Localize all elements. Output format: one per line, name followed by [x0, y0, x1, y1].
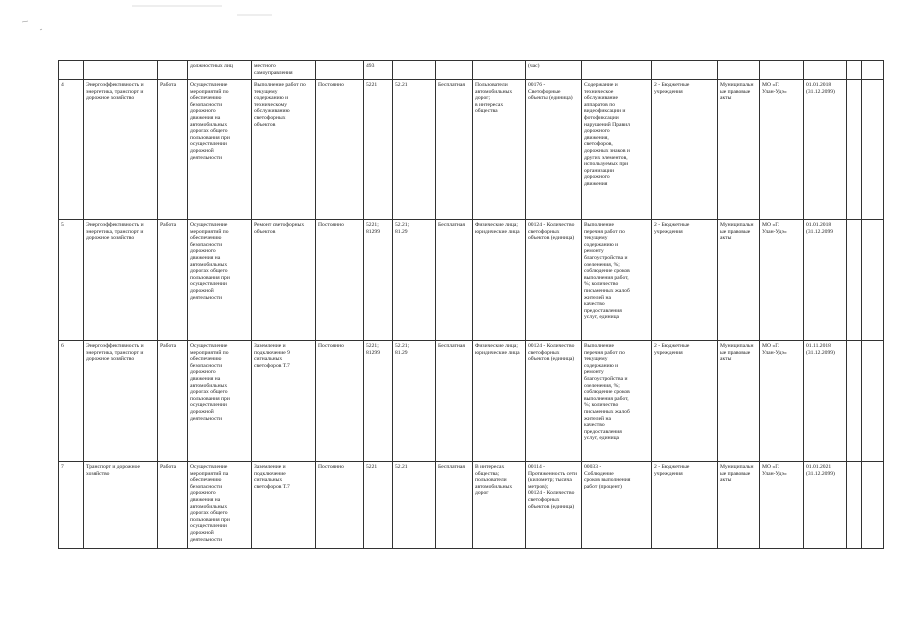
cell-blank2 [862, 341, 884, 462]
cell-activity [188, 220, 252, 341]
cell-basis [718, 220, 760, 341]
cell-indicator_quality [582, 61, 652, 80]
cell-okved1 [364, 61, 393, 80]
cell-text: Осуществление мероприятий па обеспечению безопасности дорожного движения на автомобильных дорогах общего пользования при осуществлении дорожной деятельности [190, 464, 230, 543]
cell-blank1 [847, 462, 862, 549]
cell-kind [158, 80, 188, 220]
cell-text: Пользователи автомобильных дорог; в интересах общества [475, 82, 513, 115]
cell-text: 5221 [366, 464, 378, 470]
cell-kind [158, 341, 188, 462]
cell-num [59, 220, 84, 341]
cell-content [252, 61, 316, 80]
cell-period [316, 462, 364, 549]
cell-period [316, 220, 364, 341]
cell-date_start [804, 462, 847, 549]
cell-okved1 [364, 80, 393, 220]
cell-text: Постоянно [318, 222, 344, 228]
cell-text: Постоянно [318, 464, 344, 470]
cell-text: 2 - Бюджетные учреждения [654, 82, 690, 95]
cell-payment [436, 61, 473, 80]
cell-text: 52.21 [395, 82, 408, 88]
cell-text: Энергоэффективность и энергетика, транспорт и дорожное хозяйство [86, 222, 144, 242]
table-body [59, 61, 884, 549]
cell-indicator_volume [526, 61, 582, 80]
cell-okved2 [393, 61, 436, 80]
cell-text: Осуществление мероприятий по обеспечению безопасности дорожного движения на автомобильных дорогах общего пользования при осуществлении дорожной деятельности [190, 222, 230, 301]
cell-payment [436, 220, 473, 341]
cell-institution_type [652, 61, 718, 80]
cell-period [316, 80, 364, 220]
cell-text: Постоянно [318, 343, 344, 349]
cell-text: Бесплатная [438, 343, 465, 349]
cell-text: Содержание и техническое обслуживание аппаратов по видеофиксации и фотофиксации нарушений Правил дорожного движения, светофоров, дорожных знаков и других элементов, используемых при организации дорожного движения [584, 82, 630, 187]
cell-indicator_quality [582, 341, 652, 462]
cell-blank2 [862, 220, 884, 341]
cell-blank2 [862, 80, 884, 220]
cell-indicator_volume [526, 341, 582, 462]
cell-indicator_volume [526, 462, 582, 549]
cell-text: Муниципальн ые правовые акты [720, 464, 754, 484]
cell-sphere [84, 341, 158, 462]
cell-num [59, 80, 84, 220]
cell-sphere [84, 80, 158, 220]
cell-text: 00176 - Светофорные объекты (единица) [528, 82, 573, 102]
cell-text: Энергоэффективность и энергетика, транспорт и дорожное хозяйство [86, 343, 144, 363]
cell-text: Транспорт и дорожное хозяйство [86, 464, 141, 477]
cell-text: 00124 - Количество светофорных объектов (единица) [528, 222, 575, 242]
cell-sphere [84, 462, 158, 549]
cell-text: МО «Г. Улан-Удэ» [762, 82, 787, 95]
cell-basis [718, 341, 760, 462]
cell-text: Работа [160, 82, 177, 88]
cell-activity [188, 341, 252, 462]
cell-okved1 [364, 462, 393, 549]
cell-text: (час) [528, 63, 540, 69]
cell-kind [158, 61, 188, 80]
table-row [59, 341, 884, 462]
table-row [59, 80, 884, 220]
cell-text: Осуществление мероприятий по обеспечению безопасности дорожного движения на автомобильных дорогах общего пользования при осуществлении дорожной деятельности [190, 343, 230, 422]
cell-payment [436, 341, 473, 462]
cell-consumers [473, 462, 526, 549]
cell-text: 6 [61, 343, 64, 349]
cell-text: Бесплатная [438, 464, 465, 470]
cell-period [316, 61, 364, 80]
cell-text: МО «Г. Улан-Удэ» [762, 343, 787, 356]
cell-text: 00114 - Протяженность сети (километр; тысяча метров); 00124 - Количество светофорных объектов (единица) [528, 464, 578, 510]
cell-indicator_volume [526, 80, 582, 220]
cell-indicator_quality [582, 80, 652, 220]
cell-content [252, 462, 316, 549]
cell-sphere [84, 61, 158, 80]
cell-indicator_volume [526, 220, 582, 341]
cell-activity [188, 462, 252, 549]
scan-marks [22, 0, 272, 40]
cell-activity [188, 80, 252, 220]
cell-content [252, 80, 316, 220]
cell-basis [718, 80, 760, 220]
cell-text: Энергоэффективность и энергетика, транспорт и дорожное хозяйство [86, 82, 144, 102]
cell-text: 01.01.2018 (31.12.2099 [806, 222, 834, 235]
cell-text: Заземление и подключение 9 сигнальных светофоров Т.7 [254, 343, 290, 369]
cell-text: МО «Г. Улан-Удэ» [762, 222, 787, 235]
cell-institution_type [652, 341, 718, 462]
cell-date_start [804, 61, 847, 80]
cell-text: 52.21; 81.29 [395, 343, 410, 356]
cell-municipality [760, 61, 804, 80]
cell-okved2 [393, 341, 436, 462]
cell-text: Муниципальн ые правовые акты [720, 222, 754, 242]
cell-date_start [804, 341, 847, 462]
cell-text: Осуществление мероприятий по обеспечению безопасности дорожного движения на автомобильных дорогах общего пользования при осуществлении дорожной деятельности [190, 82, 230, 161]
cell-text: Ремонт светофорных объектов [254, 222, 305, 235]
cell-text: 493 [366, 63, 375, 69]
cell-blank1 [847, 61, 862, 80]
table-row [59, 462, 884, 549]
cell-text: Постоянно [318, 82, 344, 88]
cell-blank1 [847, 80, 862, 220]
register-table [58, 60, 884, 549]
cell-text: 7 [61, 464, 64, 470]
cell-num [59, 462, 84, 549]
cell-num [59, 341, 84, 462]
cell-date_start [804, 220, 847, 341]
cell-consumers [473, 341, 526, 462]
cell-blank2 [862, 462, 884, 549]
cell-text: Бесплатная [438, 82, 465, 88]
cell-kind [158, 462, 188, 549]
cell-text: Муниципальн ые правовые акты [720, 82, 754, 102]
cell-text: 01.01.2018 (31.12.2099) [806, 82, 835, 95]
cell-municipality [760, 80, 804, 220]
cell-text: Работа [160, 464, 177, 470]
cell-consumers [473, 80, 526, 220]
cell-text: 01.01.2021 (31.12.2099) [806, 464, 835, 477]
cell-payment [436, 462, 473, 549]
cell-basis [718, 462, 760, 549]
cell-text: 5 [61, 222, 64, 228]
cell-text: Работа [160, 343, 177, 349]
cell-payment [436, 80, 473, 220]
cell-text: 2 - Бюджетные учреждения [654, 343, 690, 356]
cell-text: Заземление и подключение сигнальных светофоров Т.7 [254, 464, 290, 490]
table-row [59, 61, 884, 80]
cell-sphere [84, 220, 158, 341]
cell-text: 2 - Бюджетные учреждения [654, 222, 690, 235]
cell-consumers [473, 220, 526, 341]
cell-text: 00033 - Соблюдение сроков выполнения работ (процент) [584, 464, 631, 490]
cell-institution_type [652, 220, 718, 341]
cell-text: 2 - Бюджетные учреждения [654, 464, 690, 477]
cell-text: 5221; 81299 [366, 343, 380, 356]
cell-okved2 [393, 80, 436, 220]
cell-institution_type [652, 462, 718, 549]
cell-okved1 [364, 220, 393, 341]
cell-indicator_quality [582, 220, 652, 341]
cell-text: должностных лиц [190, 63, 233, 69]
cell-text: Работа [160, 222, 177, 228]
cell-okved1 [364, 341, 393, 462]
table-row [59, 220, 884, 341]
cell-text: Физические лица; юридические лица [475, 222, 520, 235]
cell-municipality [760, 462, 804, 549]
cell-content [252, 341, 316, 462]
cell-text: Выполнение работ по текущему содержанию и техническому обслуживанию светофорных объектов [254, 82, 306, 128]
cell-text: Муниципальн ые правовые акты [720, 343, 754, 363]
cell-text: 5221; 81299 [366, 222, 380, 235]
cell-blank1 [847, 341, 862, 462]
cell-text: Выполнение перечня работ по текущему содержанию и ремонту благоустройства и озеленения, %; соблюдение сроков выполнения работ, %; количество письменных жалоб жителей на качество предоставления услуг, единица [584, 222, 630, 321]
cell-blank1 [847, 220, 862, 341]
cell-text: 5221 [366, 82, 378, 88]
cell-okved2 [393, 220, 436, 341]
cell-text: 00124 - Количество светофорных объектов (единица) [528, 343, 575, 363]
cell-content [252, 220, 316, 341]
cell-period [316, 341, 364, 462]
cell-text: местного самоуправления [254, 63, 293, 76]
cell-activity [188, 61, 252, 80]
cell-municipality [760, 341, 804, 462]
cell-basis [718, 61, 760, 80]
cell-text: 52.21; 81.29 [395, 222, 410, 235]
cell-consumers [473, 61, 526, 80]
cell-text: 01.11.2018 (31.12.2099) [806, 343, 835, 356]
cell-kind [158, 220, 188, 341]
cell-blank2 [862, 61, 884, 80]
cell-num [59, 61, 84, 80]
cell-municipality [760, 220, 804, 341]
cell-text: В интересах общества; пользователи автомобильных дорог [475, 464, 513, 497]
cell-date_start [804, 80, 847, 220]
cell-indicator_quality [582, 462, 652, 549]
cell-text: 52.21 [395, 464, 408, 470]
cell-okved2 [393, 462, 436, 549]
cell-text: Физические лица; юридические лица [475, 343, 520, 356]
cell-text: МО «Г. Улан-Удэ» [762, 464, 787, 477]
cell-text: 4 [61, 82, 64, 88]
cell-institution_type [652, 80, 718, 220]
cell-text: Бесплатная [438, 222, 465, 228]
cell-text: Выполнение перечня работ по текущему содержанию и ремонту благоустройства и озеленения, %; соблюдение сроков выполнения работ, %; количество письменных жалоб жителей на качество предоставления услуг, единица [584, 343, 630, 442]
